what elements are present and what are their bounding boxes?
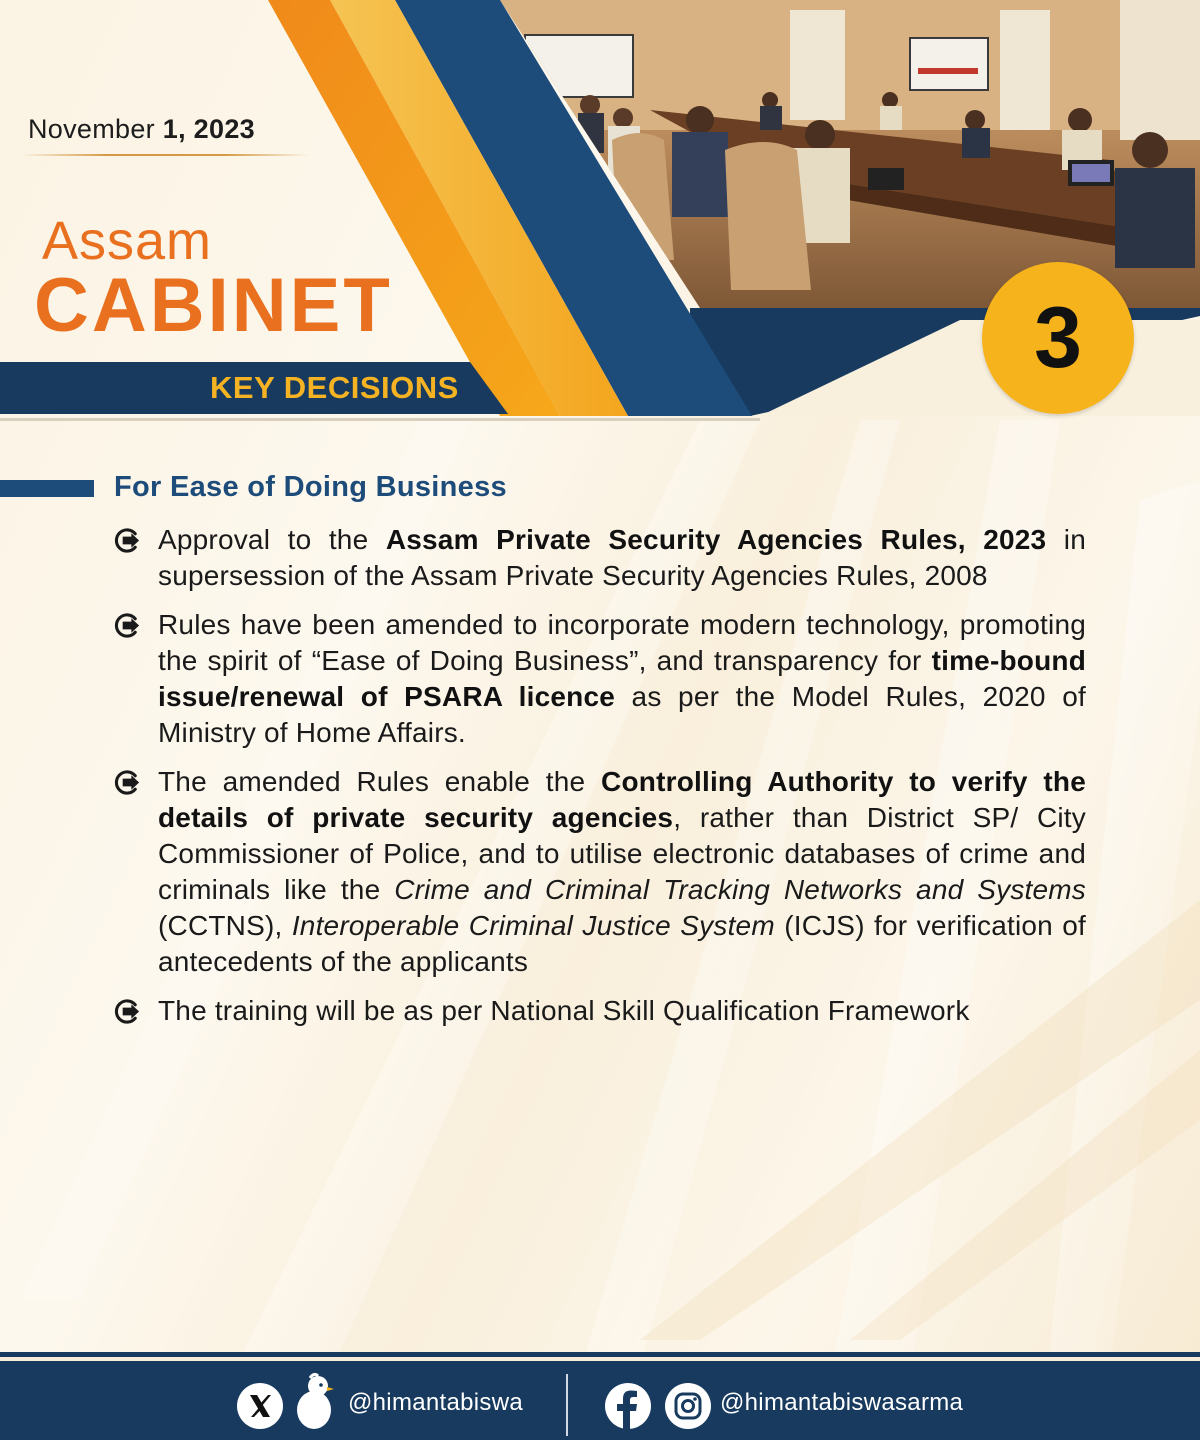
bullet-text-segment: as per the Model Rules, 2020 of Ministry of Home Affairs. xyxy=(158,681,1086,748)
arrow-bullet-icon xyxy=(114,527,141,554)
bullet-text-segment: Controlling Authority to verify the details of private security agencies xyxy=(158,766,1086,833)
facebook-icon[interactable] xyxy=(604,1382,652,1430)
bullet-text-segment: Rules have been amended to incorporate modern technology, promoting the spirit of “Ease of Doing Business”, and transparency for xyxy=(158,609,1086,676)
decision-number-badge xyxy=(982,262,1134,414)
handle-right[interactable]: @himantabiswasarma xyxy=(720,1389,964,1416)
title-cabinet: CABINET xyxy=(34,263,393,348)
bullet-text-segment: , rather than District SP/ City Commissioner of Police, and to utilise electronic databases of crime and criminals like the xyxy=(158,802,1086,905)
bullet-text-segment: The training will be as per National Skill Qualification Framework xyxy=(158,995,970,1026)
decision-bullet xyxy=(158,522,1086,594)
decision-bullet xyxy=(158,764,1086,980)
bullet-text-segment: Interoperable Criminal Justice System xyxy=(291,910,775,941)
section-accent-bar xyxy=(0,480,94,497)
x-twitter-icon[interactable] xyxy=(236,1382,284,1430)
bullet-text-segment: (CCTNS), xyxy=(158,910,292,941)
arrow-bullet-icon xyxy=(114,612,141,639)
bullet-text-segment: Crime and Criminal Tracking Networks and Systems xyxy=(394,874,1086,905)
bullet-text-segment: Approval to the xyxy=(158,524,386,555)
decision-number: 3 xyxy=(1034,290,1082,386)
key-decisions-label: KEY DECISIONS xyxy=(210,370,459,405)
section-title: For Ease of Doing Business xyxy=(114,471,507,503)
arrow-bullet-icon xyxy=(114,769,141,796)
bullet-text-segment: time-bound issue/renewal of PSARA licence xyxy=(158,645,1086,712)
date-month: November xyxy=(28,114,155,144)
bullet-text-segment: Assam Private Security Agencies Rules, 2023 xyxy=(385,524,1047,555)
bullet-text-segment: (ICJS) for verification of antecedents of the applicants xyxy=(158,910,1087,977)
bullet-text-segment: The amended Rules enable the xyxy=(158,766,602,797)
title-assam: Assam xyxy=(42,211,213,271)
decision-bullet xyxy=(158,993,1086,1029)
footer-gap-line xyxy=(0,1357,1200,1361)
bullet-text-segment: in supersession of the Assam Private Security Agencies Rules, 2008 xyxy=(158,524,1086,591)
instagram-icon[interactable] xyxy=(664,1382,712,1430)
date-underline xyxy=(20,154,310,156)
handle-left[interactable]: @himantabiswa xyxy=(348,1389,524,1416)
decision-bullet-list xyxy=(158,522,1086,1042)
decision-bullet xyxy=(158,607,1086,751)
date-day-year: 1, 2023 xyxy=(162,114,255,144)
date xyxy=(28,114,255,145)
footer-bar xyxy=(0,1352,1200,1440)
koo-bird-icon[interactable] xyxy=(292,1372,340,1432)
arrow-bullet-icon xyxy=(114,998,141,1025)
footer-divider xyxy=(566,1374,568,1436)
